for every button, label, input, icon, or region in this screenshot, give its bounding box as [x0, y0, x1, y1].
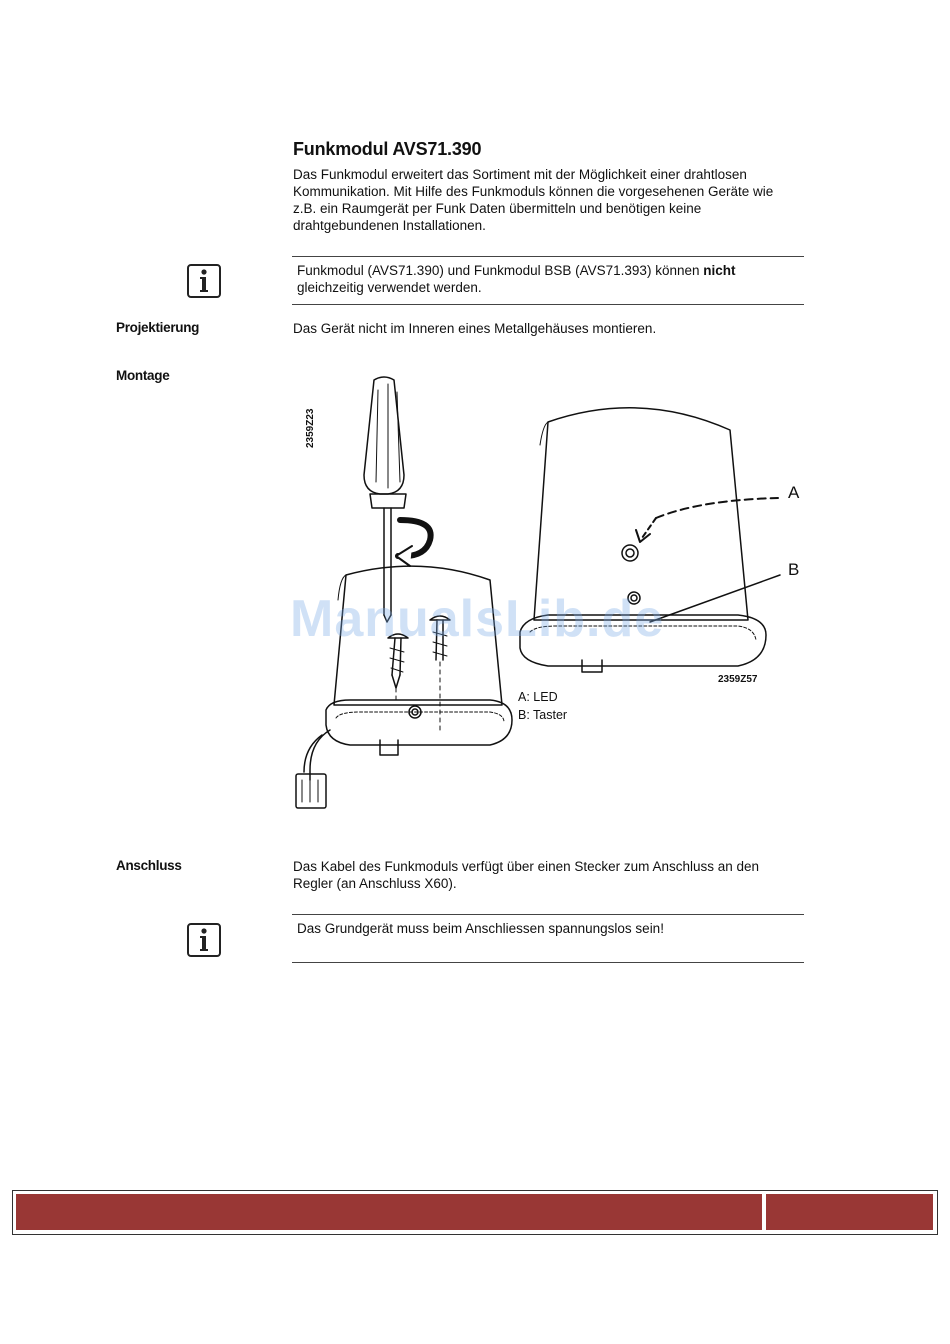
legend-taster: B: Taster — [518, 708, 568, 722]
footer-bar-right — [766, 1194, 933, 1230]
page-title: Funkmodul AVS71.390 — [293, 139, 482, 159]
note2-bottom-rule — [292, 962, 804, 963]
anschluss-text: Das Kabel des Funkmoduls verfügt über einen Stecker zum Anschluss an den Regler (an Anschluss X60). — [293, 859, 760, 891]
callout-b-label: B — [788, 560, 800, 579]
figure-code-right: 2359Z57 — [718, 674, 758, 685]
legend-led: A: LED — [518, 690, 558, 704]
intro-paragraph: Das Funkmodul erweitert das Sortiment mit der Möglichkeit einer drahtlosen Kommunikation. Mit Hilfe des Funkmoduls können die vorgesehenen Geräte wie z.B. ein Raumgerät per Funk Daten übermitteln und benötigen keine drahtgebundenen Installationen. — [293, 167, 774, 233]
led-indicator — [622, 545, 638, 561]
section-label-projektierung: Projektierung — [116, 320, 200, 335]
note-bottom-rule — [292, 304, 804, 305]
projektierung-text: Das Gerät nicht im Inneren eines Metallgehäuses montieren. — [293, 321, 657, 336]
info-icon — [187, 264, 221, 298]
section-label-anschluss: Anschluss — [116, 858, 182, 873]
section-label-montage: Montage — [116, 368, 170, 383]
note2-text: Das Grundgerät muss beim Anschliessen spannungslos sein! — [297, 921, 664, 936]
footer-bar-left — [16, 1194, 762, 1230]
note-top-rule — [292, 256, 804, 257]
watermark: ManualsLib.de — [290, 590, 665, 648]
note-text: Funkmodul (AVS71.390) und Funkmodul BSB (AVS71.393) können nicht gleichzeitig verwendet werden. — [297, 263, 736, 295]
info-icon — [187, 923, 221, 957]
note2-top-rule — [292, 914, 804, 915]
figure-code-left: 2359Z23 — [305, 408, 316, 448]
callout-a-label: A — [788, 483, 800, 502]
